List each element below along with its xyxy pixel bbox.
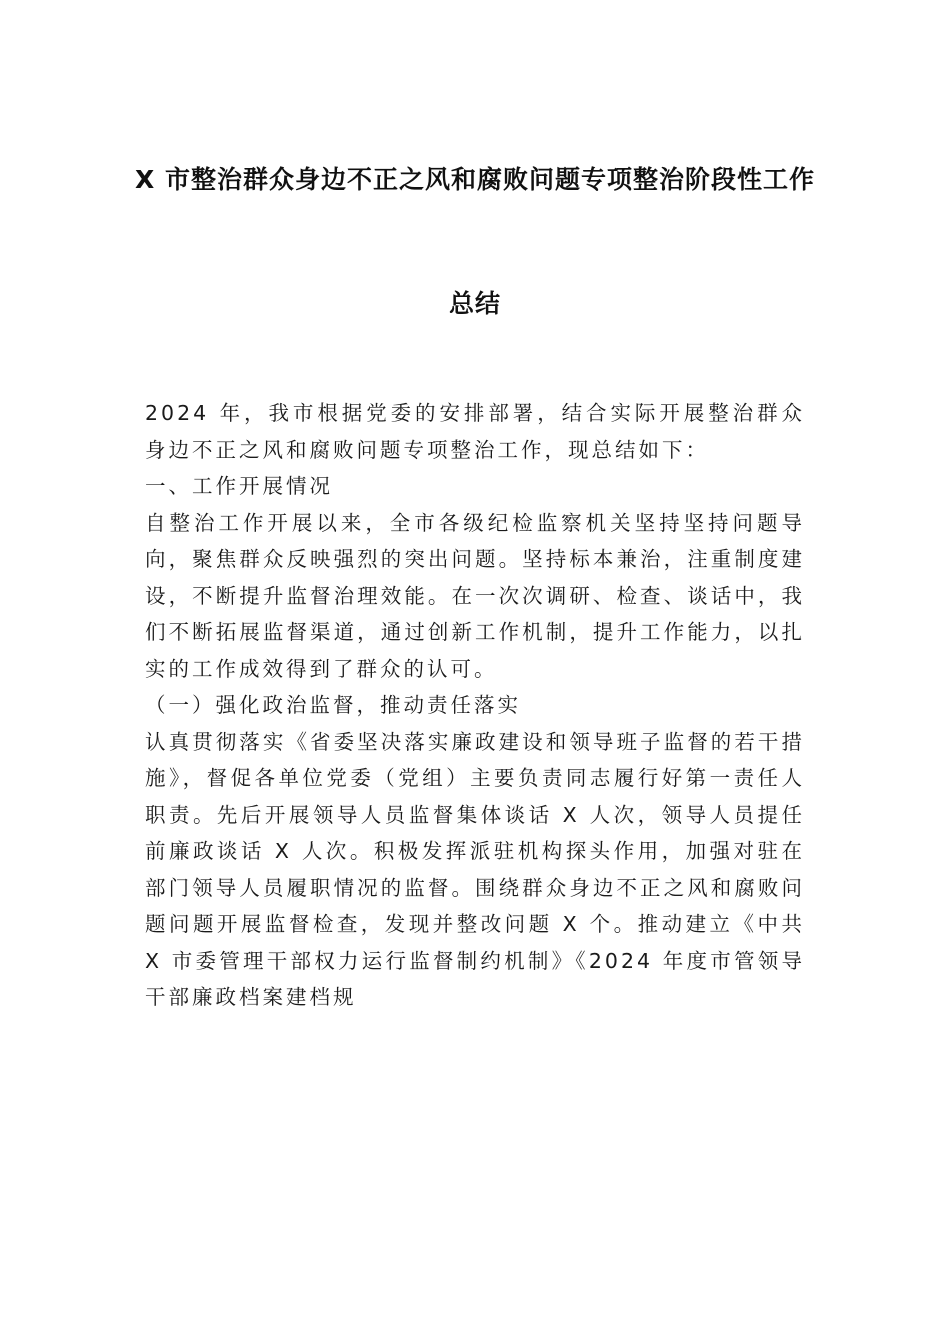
document-title-line-1: X 市整治群众身边不正之风和腐败问题专项整治阶段性工作 [135,165,815,194]
document-body [145,395,805,1016]
document-title-line-2: 总结 [448,289,501,318]
section-heading-1: 一、工作开展情况 [145,474,333,498]
subsection-heading-1: （一）强化政治监督，推动责任落实 [145,693,521,717]
body-paragraph-2: 认真贯彻落实《省委坚决落实廉政建设和领导班子监督的若干措施》，督促各单位党委（党组）主要负责同志履行好第一责任人职责。先后开展领导人员监督集体谈话 X 人次，领导人员提任前廉政谈话 X 人次。积极发挥派驻机构探头作用，加强对驻在部门领导人员履职情况的监督。围绕群众身边不正之风和腐败问题问题开展监督检查，发现并整改问题 X 个。推动建立《中共 X 市委管理干部权力运行监督制约机制》《2024 年度市管领导干部廉政档案建档规 [145,729,805,1009]
intro-paragraph: 2024 年，我市根据党委的安排部署，结合实际开展整治群众身边不正之风和腐败问题专项整治工作，现总结如下： [145,401,805,462]
body-paragraph-1: 自整治工作开展以来，全市各级纪检监察机关坚持坚持问题导向，聚焦群众反映强烈的突出问题。坚持标本兼治，注重制度建设，不断提升监督治理效能。在一次次调研、检查、谈话中，我们不断拓展监督渠道，通过创新工作机制，提升工作能力，以扎实的工作成效得到了群众的认可。 [145,510,805,681]
